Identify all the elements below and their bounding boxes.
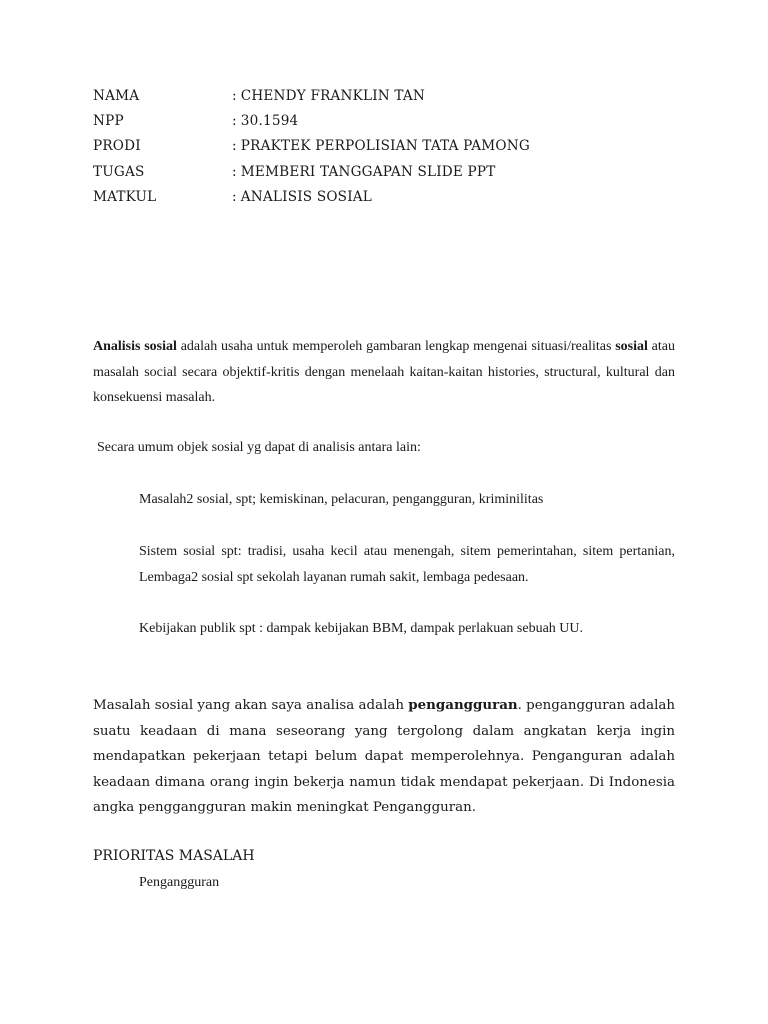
header-value: 30.1594	[240, 113, 299, 130]
header-label: PRODI	[93, 138, 141, 155]
intro-text-1: adalah usaha untuk memperoleh gambaran lengkap mengenai situasi/realitas	[176, 339, 616, 354]
header-label: NPP	[93, 113, 124, 130]
intro-bold-sosial: sosial	[615, 339, 648, 354]
header-separator: :	[232, 188, 237, 205]
header-label: MATKUL	[93, 188, 157, 205]
header-separator: :	[232, 113, 237, 130]
objects-intro: Secara umum objek sosial yg dapat di analisis antara lain:	[97, 440, 421, 455]
header-separator: :	[232, 88, 237, 104]
header-value: MEMBERI TANGGAPAN SLIDE PPT	[240, 163, 496, 180]
header-separator: :	[232, 163, 237, 180]
header-row-matkul	[93, 187, 530, 212]
header-row-tugas	[93, 162, 530, 187]
header-label: TUGAS	[93, 163, 145, 180]
student-info-header	[93, 86, 530, 212]
header-value: ANALISIS SOSIAL	[240, 188, 373, 205]
header-row-nama	[93, 86, 530, 111]
header-value: PRAKTEK PERPOLISIAN TATA PAMONG	[240, 138, 530, 155]
object-item-1: Masalah2 sosial, spt; kemiskinan, pelacuran, pengangguran, kriminilitas	[139, 492, 544, 507]
analysis-text-2: . pengangguran adalah suatu keadaan di mana seseorang yang tergolong dalam angkatan kerja ingin mendapatkan pekerjaan tetapi belum dapat memperolehnya. Penganguran adalah keadaan dimana orang ingin bekerja namun tidak mendapat pekerjaan. Di Indonesia angka penggangguran makin meningkat Pengangguran.	[93, 698, 675, 816]
analysis-bold-term: pengangguran	[408, 697, 518, 713]
intro-paragraph	[93, 334, 675, 411]
analysis-paragraph	[93, 693, 675, 821]
header-row-npp	[93, 111, 530, 136]
header-separator: :	[232, 138, 237, 155]
intro-text-2: atau masalah social secara objektif-kritis dengan menelaah kaitan-kaitan histories, structural, kultural dan konsekuensi masalah.	[93, 339, 676, 406]
header-row-prodi	[93, 136, 530, 161]
analysis-text-1: Masalah sosial yang akan saya analisa adalah	[93, 698, 409, 713]
object-item-2: Sistem sosial spt: tradisi, usaha kecil atau menengah, sitem pemerintahan, sitem pertanian, Lembaga2 sosial spt sekolah layanan rumah sakit, lembaga pedesaan.	[139, 544, 675, 585]
priority-title: PRIORITAS MASALAH	[93, 848, 255, 864]
intro-term: Analisis sosial	[93, 339, 177, 354]
priority-item: Pengangguran	[139, 875, 220, 890]
object-item-3: Kebijakan publik spt : dampak kebijakan BBM, dampak perlakuan sebuah UU.	[139, 621, 584, 636]
header-label: NAMA	[93, 88, 140, 104]
header-value: CHENDY FRANKLIN TAN	[240, 88, 426, 104]
